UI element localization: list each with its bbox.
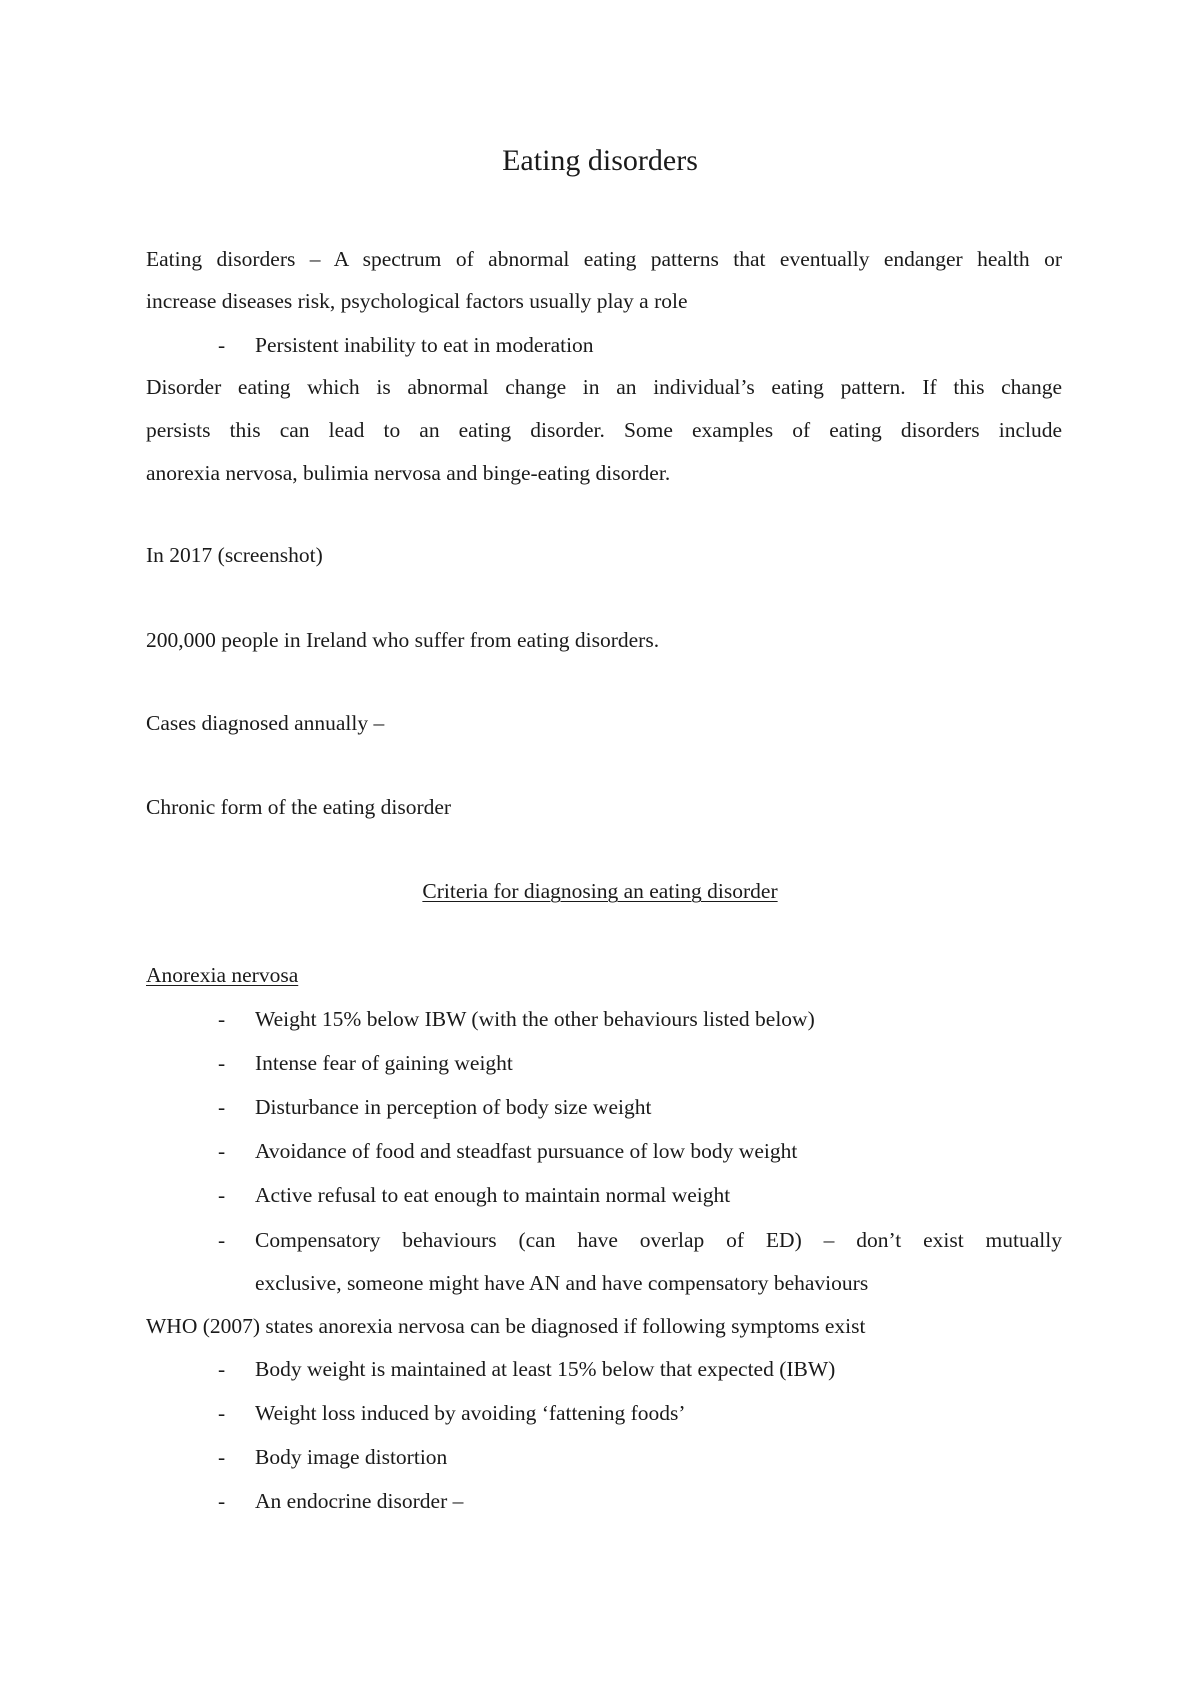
anorexia-item: Disturbance in perception of body size weight <box>255 1095 652 1119</box>
anorexia-heading <box>146 960 1062 990</box>
criteria-heading-text: Criteria for diagnosing an eating disorder <box>422 879 778 903</box>
compensatory-line-2: exclusive, someone might have AN and have compensatory behaviours <box>255 1271 869 1295</box>
bullet-marker: - <box>218 1357 226 1381</box>
year-note: In 2017 (screenshot) <box>146 543 323 567</box>
disorder-paragraph-line-1: Disorder eating which is abnormal change in an individual’s eating pattern. If this change <box>146 375 1062 399</box>
document-title: Eating disorders <box>502 144 698 177</box>
intro-line-1: Eating disorders – A spectrum of abnormal eating patterns that eventually endanger health or <box>146 247 1062 271</box>
intro-line-2: increase diseases risk, psychological factors usually play a role <box>146 289 688 313</box>
who-item: Body weight is maintained at least 15% below that expected (IBW) <box>255 1357 836 1381</box>
anorexia-heading-text: Anorexia nervosa <box>146 963 299 987</box>
disorder-paragraph-line-2: persists this can lead to an eating disorder. Some examples of eating disorders include <box>146 418 1062 442</box>
disorder-paragraph-line-3: anorexia nervosa, bulimia nervosa and binge-eating disorder. <box>146 461 671 485</box>
chronic-note: Chronic form of the eating disorder <box>146 795 452 819</box>
bullet-marker: - <box>218 1489 226 1513</box>
bullet-marker: - <box>218 1007 226 1031</box>
who-item: Weight loss induced by avoiding ‘fattening foods’ <box>255 1401 686 1425</box>
bullet-marker: - <box>218 1228 226 1252</box>
bullet-marker: - <box>218 1139 226 1163</box>
compensatory-line-1: Compensatory behaviours (can have overlap of ED) – don’t exist mutually <box>255 1228 1062 1252</box>
bullet-marker: - <box>218 1445 226 1469</box>
bullet-marker: - <box>218 1183 226 1207</box>
anorexia-item: Weight 15% below IBW (with the other behaviours listed below) <box>255 1007 815 1031</box>
who-item: Body image distortion <box>255 1445 448 1469</box>
cases-note: Cases diagnosed annually – <box>146 711 385 735</box>
bullet-marker: - <box>218 1401 226 1425</box>
anorexia-item: Active refusal to eat enough to maintain normal weight <box>255 1183 731 1207</box>
bullet-marker: - <box>218 1095 226 1119</box>
bullet-marker: - <box>218 333 226 357</box>
bullet-marker: - <box>218 1051 226 1075</box>
who-item: An endocrine disorder – <box>255 1489 464 1513</box>
who-intro: WHO (2007) states anorexia nervosa can be diagnosed if following symptoms exist <box>146 1314 866 1338</box>
anorexia-item: Intense fear of gaining weight <box>255 1051 513 1075</box>
intro-bullet-item: Persistent inability to eat in moderation <box>255 333 594 357</box>
anorexia-item: Avoidance of food and steadfast pursuance of low body weight <box>255 1139 798 1163</box>
criteria-heading <box>0 876 1200 906</box>
ireland-stat: 200,000 people in Ireland who suffer from eating disorders. <box>146 628 660 652</box>
